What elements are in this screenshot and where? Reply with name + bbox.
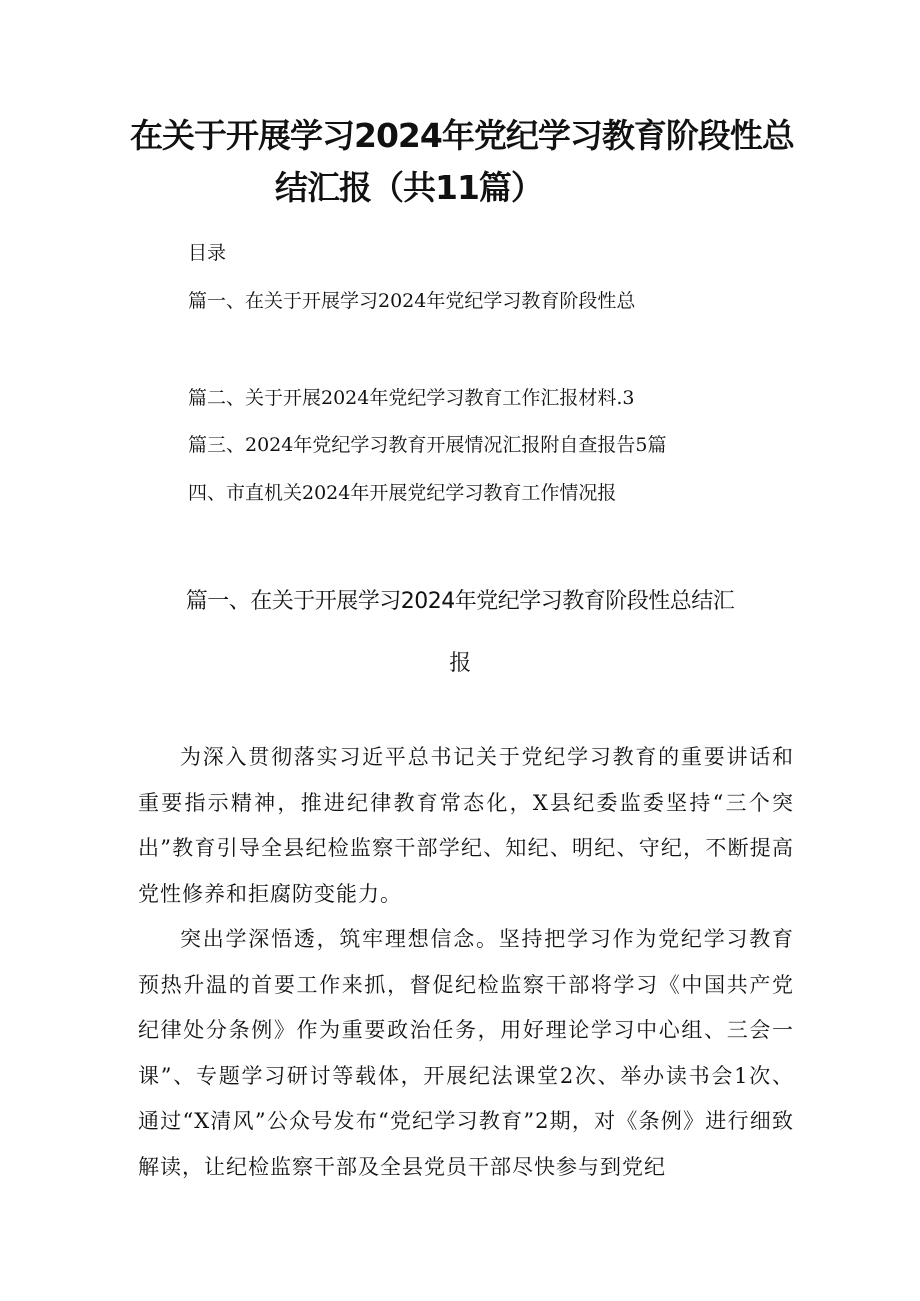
document-title-line2: 结汇报（共11篇） (275, 168, 543, 207)
document-title-line1: 在关于开展学习2024年党纪学习教育阶段性总 (130, 116, 794, 155)
section-title-line1: 篇一、在关于开展学习2024年党纪学习教育阶段性总结汇 (185, 589, 735, 614)
paragraph-1: 为深入贯彻落实习近平总书记关于党纪学习教育的重要讲话和重要指示精神，推进纪律教育常态化，X县纪委监委坚持“三个突出”教育引导全县纪检监察干部学纪、知纪、明纪、守纪，不断提高党性修养和拒腐防变能力。 (138, 745, 794, 906)
toc-item-4[interactable]: 四、市直机关2024年开展党纪学习教育工作情况报 (188, 482, 617, 504)
toc-item-1[interactable]: 篇一、在关于开展学习2024年党纪学习教育阶段性总 (188, 290, 636, 312)
toc-heading: 目录 (188, 242, 227, 264)
document-title (130, 110, 810, 214)
section-title-line2: 报 (449, 651, 471, 676)
toc-item-3[interactable]: 篇三、2024年党纪学习教育开展情况汇报附自查报告5篇 (188, 434, 667, 456)
paragraph-2: 突出学深悟透，筑牢理想信念。坚持把学习作为党纪学习教育预热升温的首要工作来抓，督促纪检监察干部将学习《中国共产党纪律处分条例》作为重要政治任务，用好理论学习中心组、三会一课”、专题学习研讨等载体，开展纪法课堂2次、举办读书会1次、通过“X清风”公众号发布“党纪学习教育”2期，对《条例》进行细致解读，让纪检监察干部及全县党员干部尽快参与到党纪 (138, 927, 794, 1179)
toc-item-2[interactable]: 篇二、关于开展2024年党纪学习教育工作汇报材料.3 (188, 387, 635, 409)
